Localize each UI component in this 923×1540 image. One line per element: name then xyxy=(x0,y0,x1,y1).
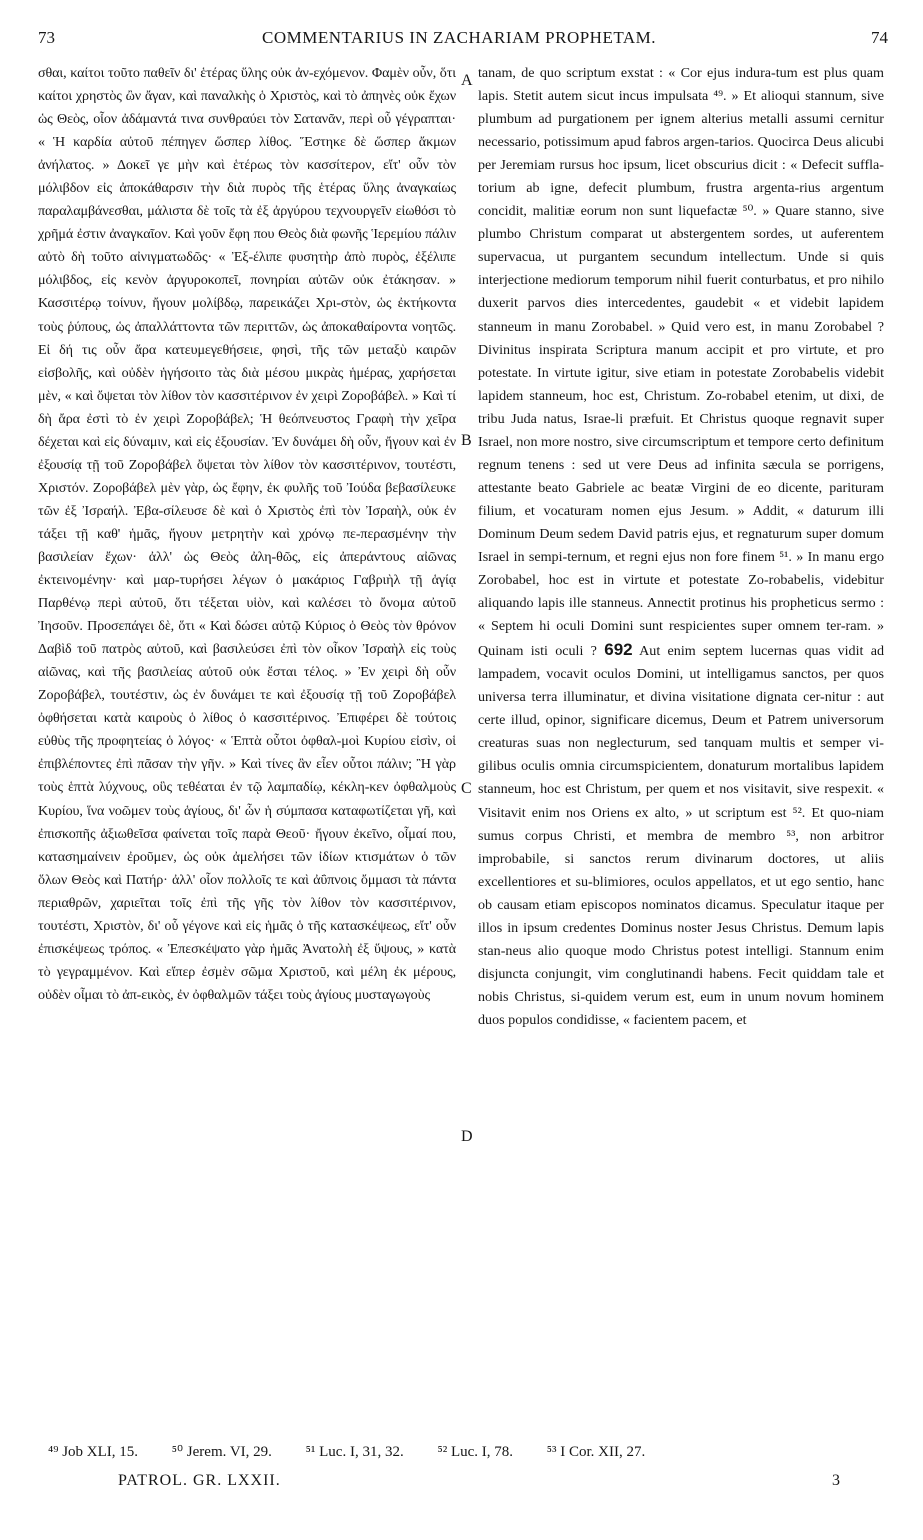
greek-column xyxy=(38,62,456,1007)
page-number-right: 74 xyxy=(871,28,888,47)
column-number: 692 xyxy=(604,640,633,660)
footnote-53: ⁵³ I Cor. XII, 27. xyxy=(546,1444,646,1460)
margin-letter-b: B xyxy=(461,432,472,449)
footnote-51: ⁵¹ Luc. I, 31, 32. xyxy=(305,1444,404,1460)
signature-number: 3 xyxy=(832,1472,840,1489)
footnote-49: ⁴⁹ Job XLI, 15. xyxy=(48,1444,139,1460)
footnotes xyxy=(48,1442,884,1461)
footnote-52: ⁵² Luc. I, 78. xyxy=(437,1444,514,1460)
margin-letter-c: C xyxy=(461,780,472,797)
latin-text-after: Aut enim septem lucernas quas vidit ad lampadem, vocavit oculos Domini, ut intelligamus sanctos, per quos universa terra illuminatur, et divina visitatione dignata cer-nitur : aut certe illud, opinor, significare dicemus, Deum et Patrem universorum creaturas suas non neglecturum, sed tanquam multis et semper vi-gilibus oculis omnia circumspicientem, donaturum mortalibus lapidem stanneum, hoc est Christum, per quem et nos visitavit, sive respexit. « Visitavit enim nos Oriens ex alto, » ut scriptum est ⁵². Et quo-niam sumus corpus Christi, et membra de membro ⁵³, non arbitror improbabile, si sanctos rerum divinarum doctores, ut aliis excellentiores et su-blimiores, oculos appellatos, et ut ego sentio, hanc ob causam etiam episcopos nominatos dicamus. Speculatur itaque per illos in ipsum credentes Dominus noster Jesus Christus. Demum lapis stan-neus alio quoque modo Christus potest intelligi. Stannum enim disjuncta conjungit, vim conglutinandi habens. Fecit quiddam tale et nobis Christus, si-quidem verum est, eum in unum novum hominem duos populos condidisse, « facientem pacem, et xyxy=(478,643,884,1028)
signature-mark: PATROL. GR. LXXII. xyxy=(118,1472,281,1489)
running-title: COMMENTARIUS IN ZACHARIAM PROPHETAM. xyxy=(261,28,657,47)
greek-text: σθαι, καίτοι τοῦτο παθεῖν δι' ἑτέρας ὕλης οὐκ ἀν-εχόμενον. Φαμὲν οὖν, ὅτι καίτοι χρηστὸς ὢν ἄγαν, καὶ παναλκὴς ὁ Χριστὸς, καὶ τὸ ἀπηνὲς οὐκ ἔχων ὡς Θεὸς, οἷον ἀδάμαντά τινα συνθραύει τὸν Σατανᾶν, περὶ οὗ γέγραπται· « Ἡ καρδία αὐτοῦ πέπηγεν ὥσπερ λίθος. Ἕστηκε δὲ ὥσπερ ἄκμων ἀνήλατος. » Δοκεῖ γε μὴν καὶ ἑτέρως τὸν κασσίτερον, εἴτ' οὖν τὸν μόλιβδον εἰς ἀποκάθαρσιν τὴν διὰ πυρὸς τῆς ἑτέρας ὕλης ἀναγκαίως παραλαμβάνεσθαι, μάλιστα δὲ τοῖς τὰ ἐξ ἀργύρου τεχνουργεῖν εἰωθόσι τὸ χρῆμά ἐστιν ἀναγκαῖον. Καὶ γοῦν ἔφη που Θεὸς διὰ φωνῆς Ἱερεμίου πάλιν αὐτὸ δὴ τοῦτο αἰνιγματωδῶς· « Ἐξ-έλιπε φυσητὴρ ἀπὸ πυρὸς, ἐξέλιπε μόλιβδος, εἰς κενὸν ἀργυροκοπεῖ, πονηρίαι αὐτῶν οὐκ ἐτάκησαν. » Κασσιτέρῳ τοίνυν, ἤγουν μολίβδῳ, παρεικάζει Χρι-στὸν, ὡς ἐκτήκοντα τοὺς ῥύπους, ὡς ἀπαλλάττοντα τῶν περιττῶν, ὡς ἀποκαθαίροντα νοητῶς. Εἰ δή τις οὖν ἄρα κατευμεγεθήσειε, φησὶ, τῆς τῶν μεταξὺ καιρῶν εἰσβολῆς, καὶ οὐδὲν ἡγήσοιτο τὰς διὰ μέσου μικρὰς ἡμέρας, χαρήσεται μὲν, « καὶ ὄψεται τὸν λίθον τὸν κασσιτέρινον ἐν χειρὶ Ζοροβάβελ. » Καὶ τί δὴ ἄρα ἐστὶ τὸ ἐν χειρὶ Ζοροβάβελ; Ἡ θεόπνευστος Γραφὴ τὴν χεῖρα δέχεται καὶ εἰς δύναμιν, καὶ εἰς ἐξουσίαν. Ἐν δυνάμει δὴ οὖν, ἤγουν καὶ ἐν ἐξουσίᾳ τῇ τοῦ Ζοροβάβελ ὄψεται τὸν λίθον τὸν κασσιτέρινον, τουτέστι, Χριστόν. Ζοροβάβελ μὲν γὰρ, ὡς ἔφην, ἐκ φυλῆς τοῦ Ἰούδα βεβασίλευκε τῶν ἐξ Ἰσραήλ. Ἐβα-σίλευσε δὲ καὶ ὁ Χριστὸς ἐπὶ τὸν Ἰσραὴλ, οὐκ ἐν τάξει τῇ καθ' ἡμᾶς, ἤγουν μετρητὴν καὶ χρόνῳ πε-περασμένην τὴν βασιλείαν ἔχων· ἀλλ' ὡς Θεὸς ἀλη-θῶς, εἰς ἀπεράντους αἰῶνας ἐκτεινομένην· καὶ μαρ-τυρήσει λέγων ὁ μακάριος Γαβριὴλ τῇ ἁγίᾳ Παρθένῳ περὶ αὐτοῦ, ὅτι τέξεται υἱὸν, καὶ καλέσει τὸ ὄνομα αὐτοῦ Ἰησοῦν. Προσεπάγει δὲ, ὅτι « Καὶ δώσει αὐτῷ Κύριος ὁ Θεὸς τὸν θρόνον Δαβὶδ τοῦ πατρὸς αὐτοῦ, καὶ βασιλεύσει ἐπὶ τὸν οἶκον Ἰσραὴλ εἰς τοὺς αἰῶνας, καὶ τῆς βασιλείας αὐτοῦ οὐκ ἔσται τέλος. » Ἐν χειρὶ δὴ οὖν Ζοροβάβελ, τουτέστιν, ὡς ἐν δυνάμει τε καὶ ἐξουσίᾳ τῇ τοῦ Ζοροβάβελ ὀφθήσεται κατὰ καιροὺς ὁ λίθος ὁ κασσιτέρινος. Ἐπιφέρει δὲ τούτοις εὐθὺς τῆς προφητείας ὁ λόγος· « Ἑπτὰ οὗτοι ὀφθαλ-μοὶ Κυρίου εἰσὶν, οἱ ἐπιβλέποντες ἐπὶ πᾶσαν τὴν γῆν. » Καὶ τίνες ἂν εἶεν οὗτοι πάλιν; Ἢ γὰρ τοὺς ἑπτὰ λύχνους, οὓς τεθέαται ἐν τῷ λαμπαδίῳ, κέκλη-κεν ὀφθαλμοὺς Κυρίου, ἵνα νοῶμεν τοὺς ἁγίους, δι' ὧν ἡ σύμπασα καταφωτίζεται γῆ, καὶ ἐπισκοπῆς ἀξιωθεῖσα φαίνεται τοῖς παρὰ Θεοῦ· ἤγουν ἐκεῖνο, οἶμαί που, κατασημαίνειν ἐροῦμεν, ὡς οὐκ ἀμελήσει τῶν ἰδίων κτισμάτων ὁ τῶν ὅλων Θεὸς καὶ Πατήρ· ἀλλ' οἷον πολλοῖς τε καὶ ἀΰπνοις ὄμμασι τὰ πάντα περιαθρῶν, χαριεῖται τοῖς ἐπὶ τῆς γῆς τὸν λίθον τὸν κασσιτέρινον, τουτέστι, Χριστὸν, δι' οὗ γέγονε καὶ εἰς ἡμᾶς ὁ τῆς κατασκέψεως, εἴτ' οὖν ἐπισκέψεως τρόπος. « Ἐπεσκέψατο γὰρ ἡμᾶς Ἀνατολὴ ἐξ ὕψους, » κατὰ τὸ γεγραμμένον. Καὶ εἴπερ ἐσμὲν σῶμα Χριστοῦ, καὶ μέλη ἐκ μέρους, οὐδὲν οἶμαι τὸ ἀπ-εικὸς, ἐν ὀφθαλμῶν τάξει τοὺς ἁγίους μυσταγωγοὺς xyxy=(38,65,456,1003)
latin-text xyxy=(478,62,884,1032)
margin-letter-a: A xyxy=(461,72,473,89)
latin-column xyxy=(478,62,884,1032)
footnote-50: ⁵⁰ Jerem. VI, 29. xyxy=(171,1444,272,1460)
margin-letter-d: D xyxy=(461,1128,473,1145)
page-number-left: 73 xyxy=(38,28,55,47)
running-header xyxy=(30,28,888,54)
latin-text-before: tanam, de quo scriptum exstat : « Cor ejus indura-tum est plus quam lapis. Stetit autem sicut incus impulsata ⁴⁹. » Et alioqui stannum, sive plumbum ad purgationem per ignem alterius metalli assumi cernitur necessario, potissimum apud fabros argen-tarios. Quocirca Deus alicubi per Jeremiam rursus hoc ipsum, licet obscurius dicit : « Defecit suffla-torium ab igne, defecit plumbum, frustra argenta-rius argentum concidit, malitiæ eorum non sunt liquefactæ ⁵⁰. » Quare stanno, sive plumbo Christum comparat ut abstergentem sordes, ut auferentem supervacua, ut purgantem secundum intellectum. Unde si quis interjectione mediorum temporum nihil fuerit conturbatus, et pro nihilo duxerit parvos dies intercedentes, gaudebit « et videbit lapidem stanneum in manu Zorobabel. » Quid vero est, in manu Zorobabel ? Divinitus inspirata Scriptura manum accipit et pro virtute, et pro potestate. In virtute igitur, sive etiam in potestate Zorobabelis videbit lapidem stanneum, hoc est, Christum. Zo-robabel etenim, ut dixi, de tribu Juda natus, Israe-li præfuit. Et Christus quoque regnavit super Israel, non more nostro, sive circumscriptum et tempore certo definitum regnum tenens : sed ut vere Deus ad infinita sæcula se porrigens, attestante beato Gabriele ac beatæ Virgini de eo dicente, parituram filium, et vocaturam nomen ejus Jesum. » Addit, « daturum illi Dominum Deum sedem David patris ejus, et regnaturum super domum Israel in sempi-ternum, et regni ejus non fore finem ⁵¹. » In manu ergo Zorobabel, hoc est in virtute et potestate Zo-robabelis, videbitur aliquando lapis ille stanneus. Annectit protinus his propheticus sermo : « Septem hi oculi Domini sunt respicientes super omnem ter-ram. » Quinam isti oculi ? xyxy=(478,65,884,660)
